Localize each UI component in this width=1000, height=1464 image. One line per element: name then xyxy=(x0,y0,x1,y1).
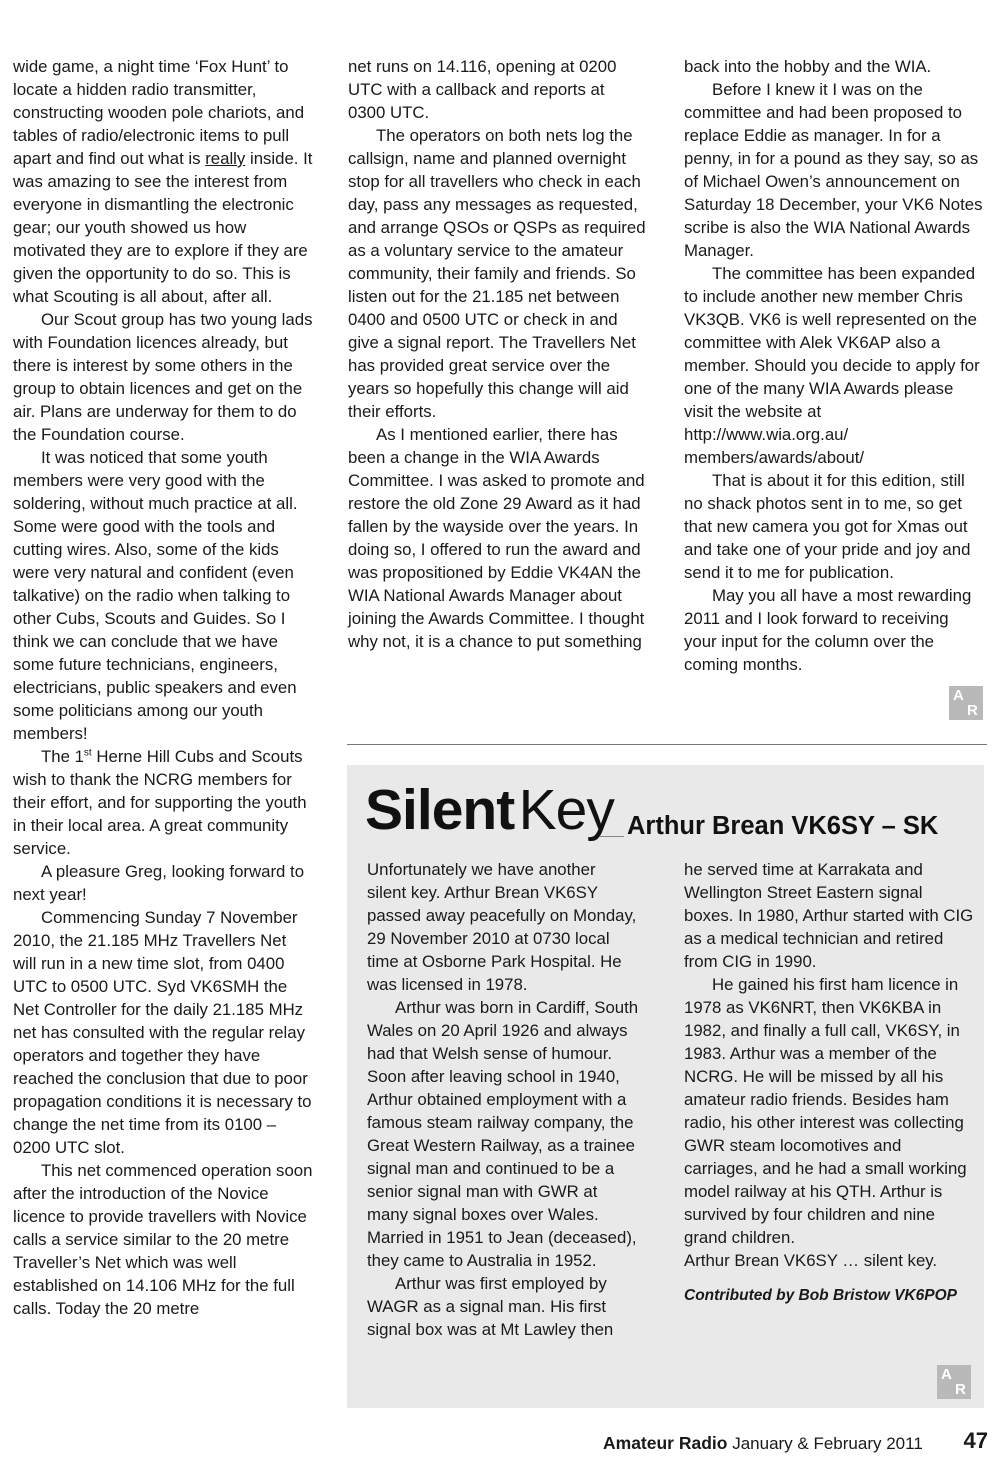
issue-date: January & February 2011 xyxy=(732,1434,923,1453)
silent-key-column-1 xyxy=(367,858,639,1341)
ar-end-mark-icon: A R xyxy=(949,686,983,720)
article-column-2 xyxy=(348,55,646,653)
heading-bold: Silent xyxy=(365,778,515,842)
silent-key-heading xyxy=(365,778,614,842)
paragraph: Arthur Brean VK6SY … silent key. xyxy=(684,1251,938,1270)
paragraph: The 1st Herne Hill Cubs and Scouts wish to thank the NCRG members for their effort, and for supporting the youth in their local area. A great community service. xyxy=(13,747,307,858)
heading-light: Key xyxy=(518,778,614,842)
page-number: 47 xyxy=(963,1428,988,1453)
paragraph: wide game, a night time ‘Fox Hunt’ to locate a hidden radio transmitter, constructing wooden pole chariots, and tables of radio/electronic items to pull apart and find out what is really inside. It was amazing to see the interest from everyone in dismantling the electronic gear; our youth showed us how motivated they are to explore if they are given the opportunity to do so. This is what Scouting is all about, after all. xyxy=(13,57,313,306)
paragraph: As I mentioned earlier, there has been a change in the WIA Awards Committee. I was asked to promote and restore the old Zone 29 Award as it had fallen by the wayside over the years. In doing so, I offered to run the award and was propositioned by Eddie VK4AN the WIA National Awards Manager about joining the Awards Committee. I thought why not, it is a chance to put something xyxy=(348,425,645,651)
heading-rule xyxy=(600,836,624,837)
paragraph: Unfortunately we have another silent key. Arthur Brean VK6SY passed away peacefully on Monday, 29 November 2010 at 0730 local time at Osborne Park Hospital. He was licensed in 1978. xyxy=(367,860,637,994)
magazine-name: Amateur Radio xyxy=(603,1433,728,1453)
paragraph: Commencing Sunday 7 November 2010, the 21.185 MHz Travellers Net will run in a new time slot, from 0400 UTC to 0500 UTC. Syd VK6SMH the Net Controller for the daily 21.185 MHz net has consulted with the regular relay operators and together they have reached the conclusion that due to poor propagation conditions it is necessary to change the net time from its 0100 – 0200 UTC slot. xyxy=(13,908,312,1157)
article-column-3 xyxy=(684,55,984,676)
paragraph: back into the hobby and the WIA. xyxy=(684,57,932,76)
page-footer xyxy=(603,1430,988,1457)
section-divider xyxy=(347,744,987,745)
paragraph: A pleasure Greg, looking forward to next year! xyxy=(13,862,305,904)
paragraph: The committee has been expanded to include another new member Chris VK3QB. VK6 is well represented on the committee with Alek VK6AP also a member. Should you decide to apply for one of the many WIA Awards please visit the website at http://www.wia.org.au/ members/awards/about/ xyxy=(684,264,980,467)
contributor-credit: Contributed by Bob Bristow VK6POP xyxy=(684,1287,957,1304)
article-column-1 xyxy=(13,55,313,1320)
paragraph: Arthur was born in Cardiff, South Wales on 20 April 1926 and always had that Welsh sense of humour. Soon after leaving school in 1940, Arthur obtained employment with a famous steam railway company, the Great Western Railway, as a trainee signal man and continued to be a senior signal man with GWR at many signal boxes over Wales. Married in 1951 to Jean (deceased), they came to Australia in 1952. xyxy=(367,998,639,1270)
underlined-word: really xyxy=(205,149,246,168)
paragraph: he served time at Karrakata and Wellington Street Eastern signal boxes. In 1980, Arthur started with CIG as a medical technician and retired from CIG in 1990. xyxy=(684,860,974,971)
paragraph: May you all have a most rewarding 2011 and I look forward to receiving your input for the column over the coming months. xyxy=(684,586,972,674)
paragraph: Our Scout group has two young lads with Foundation licences already, but there is interest by some others in the group to obtain licences and get on the air. Plans are underway for them to do the Foundation course. xyxy=(13,310,313,444)
paragraph: The operators on both nets log the callsign, name and planned overnight stop for all travellers who check in each day, pass any messages as requested, and arrange QSOs or QSPs as required as a voluntary service to the amateur community, their family and friends. So listen out for the 21.185 net between 0400 and 0500 UTC or check in and give a signal report. The Travellers Net has provided great service over the years so hopefully this change will aid their efforts. xyxy=(348,126,646,421)
paragraph: This net commenced operation soon after the introduction of the Novice licence to provide travellers with Novice calls a service similar to the 20 metre Traveller’s Net which was well established on 14.106 MHz for the full calls. Today the 20 metre xyxy=(13,1161,313,1318)
paragraph: Arthur was first employed by WAGR as a signal man. His first signal box was at Mt Lawley then xyxy=(367,1274,614,1339)
ar-end-mark-icon: A R xyxy=(937,1365,971,1399)
paragraph: It was noticed that some youth members were very good with the soldering, without much practice at all. Some were good with the tools and cutting wires. Also, some of the kids were very natural and confident (even talkative) on the radio when talking to other Cubs, Scouts and Guides. So I think we can conclude that we have some future technicians, engineers, electricians, public speakers and even some politicians among our youth members! xyxy=(13,448,298,743)
paragraph: net runs on 14.116, opening at 0200 UTC with a callback and reports at 0300 UTC. xyxy=(348,57,617,122)
paragraph: He gained his first ham licence in 1978 as VK6NRT, then VK6KBA in 1982, and finally a full call, VK6SY, in 1983. Arthur was a member of the NCRG. He will be missed by all his amateur radio friends. Besides ham radio, his other interest was collecting GWR steam locomotives and carriages, and he had a small working model railway at his QTH. Arthur is survived by four children and nine grand children. xyxy=(684,975,967,1247)
paragraph: That is about it for this edition, still no shack photos sent in to me, so get that new camera you got for Xmas out and take one of your pride and joy and send it to me for publication. xyxy=(684,471,971,582)
silent-key-column-2 xyxy=(684,858,974,1307)
paragraph: Before I knew it I was on the committee and had been proposed to replace Eddie as manager. In for a penny, in for a pound as they say, so as of Michael Owen’s announcement on Saturday 18 December, your VK6 Notes scribe is also the WIA National Awards Manager. xyxy=(684,80,983,260)
silent-key-subtitle: Arthur Brean VK6SY – SK xyxy=(627,812,939,840)
